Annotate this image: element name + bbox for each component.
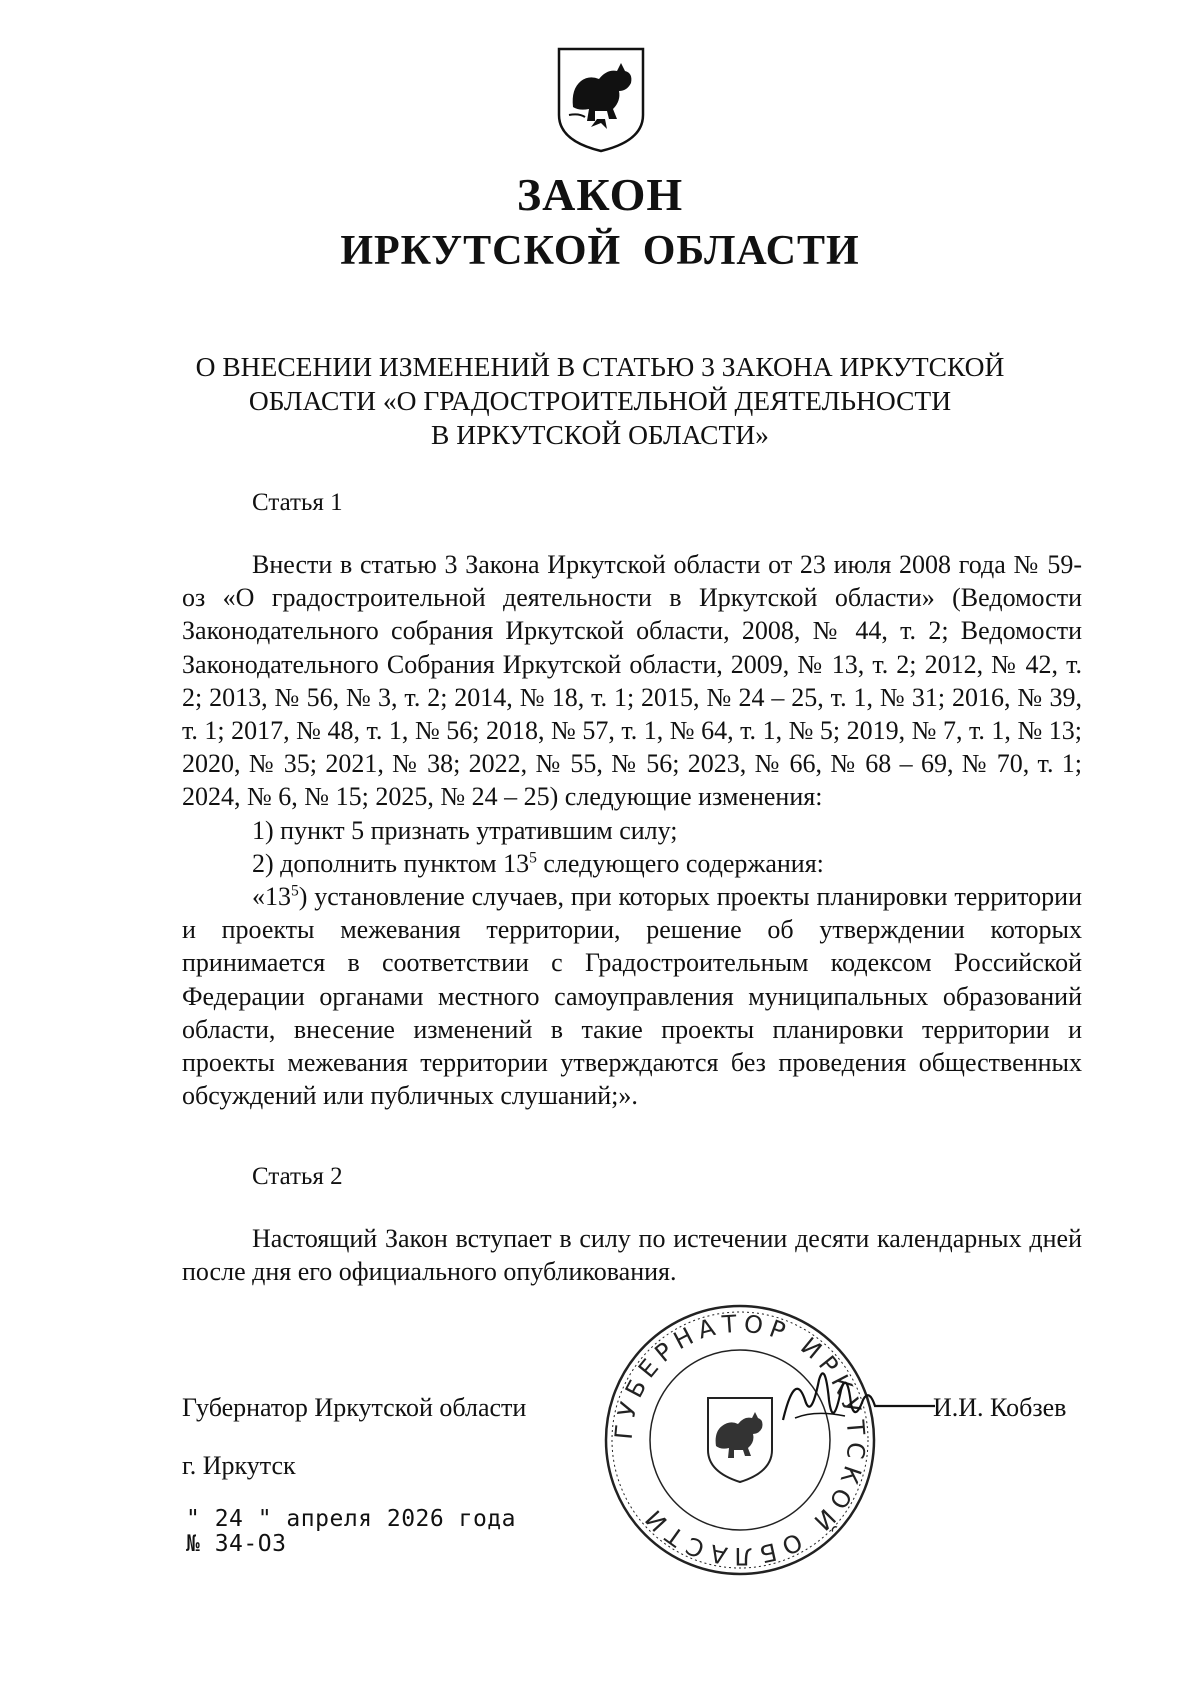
article-1-quoted-provision: «$13^5$) установление случаев, при которых проекты планировки территории и проекты межевания территории, решение об утверждении которых принимается в соответствии с Градостроительным кодексом Российской Федерации органами местного самоуправления муниципальных образований области, внесение изменений в такие проекты планировки территории и проекты межевания территории утверждаются без проведения общественных обсуждений или публичных слушаний;». [182,882,1082,1111]
subtitle-line: ОБЛАСТИ «О ГРАДОСТРОИТЕЛЬНОЙ ДЕЯТЕЛЬНОСТИ [248,385,952,416]
article-2-text: Настоящий Закон вступает в силу по истечении десяти календарных дней после дня его официального опубликования. [182,1224,1082,1287]
signatory-name: И.И. Кобзев [933,1393,1067,1422]
subtitle-line: В ИРКУТСКОЙ ОБЛАСТИ» [431,419,769,450]
signing-city: г. Иркутск [182,1451,296,1480]
article-2-body [182,1222,1082,1288]
article-1-item-2: 2) дополнить пунктом $13^5$ следующего содержания: [252,848,824,878]
signing-date: " 24 " апреля 2026 года [186,1506,516,1532]
article-1-intro: Внести в статью 3 Закона Иркутской области от 23 июля 2008 года № 59-оз «О градостроительной деятельности в Иркутской области» (Ведомости Законодательного собрания Иркутской области, 2008, № 44, т. 2; Ведомости Законодательного Собрания Иркутской области, 2009, № 13, т. 2; 2012, № 42, т. 2; 2013, № 56, № 3, т. 2; 2014, № 18, т. 1; 2015, № 24 – 25, т. 1, № 31; 2016, № 39, т. 1; 2017, № 48, т. 1, № 56; 2018, № 57, т. 1, № 64, т. 1, № 5; 2019, № 7, т. 1, № 13; 2020, № 35; 2021, № 38; 2022, № 55, № 56; 2023, № 66, № 68 – 69, № 70, т. 1; 2024, № 6, № 15; 2025, № 24 – 25) следующие изменения: [182,550,1082,812]
governor-seal-icon [600,1300,880,1580]
irkutsk-coat-of-arms-icon [555,45,647,155]
law-subtitle [150,350,1050,452]
article-1-heading: Статья 1 [252,489,343,516]
document-type-title: ЗАКОН [516,169,684,220]
seal-text: ГУБЕРНАТОР ИРКУТСКОЙ ОБЛАСТИ [609,1309,871,1571]
signatory-title: Губернатор Иркутской области [182,1393,527,1422]
article-1-item-1: 1) пункт 5 признать утратившим силу; [252,815,678,845]
subtitle-line: О ВНЕСЕНИИ ИЗМЕНЕНИЙ В СТАТЬЮ 3 ЗАКОНА ИРКУТСКОЙ [195,351,1005,382]
article-1-body [182,548,1082,1112]
region-title: ИРКУТСКОЙ ОБЛАСТИ [340,228,860,274]
article-2-heading: Статья 2 [252,1163,343,1190]
handwritten-signature [775,1360,945,1440]
law-number: № 34-ОЗ [186,1531,287,1557]
